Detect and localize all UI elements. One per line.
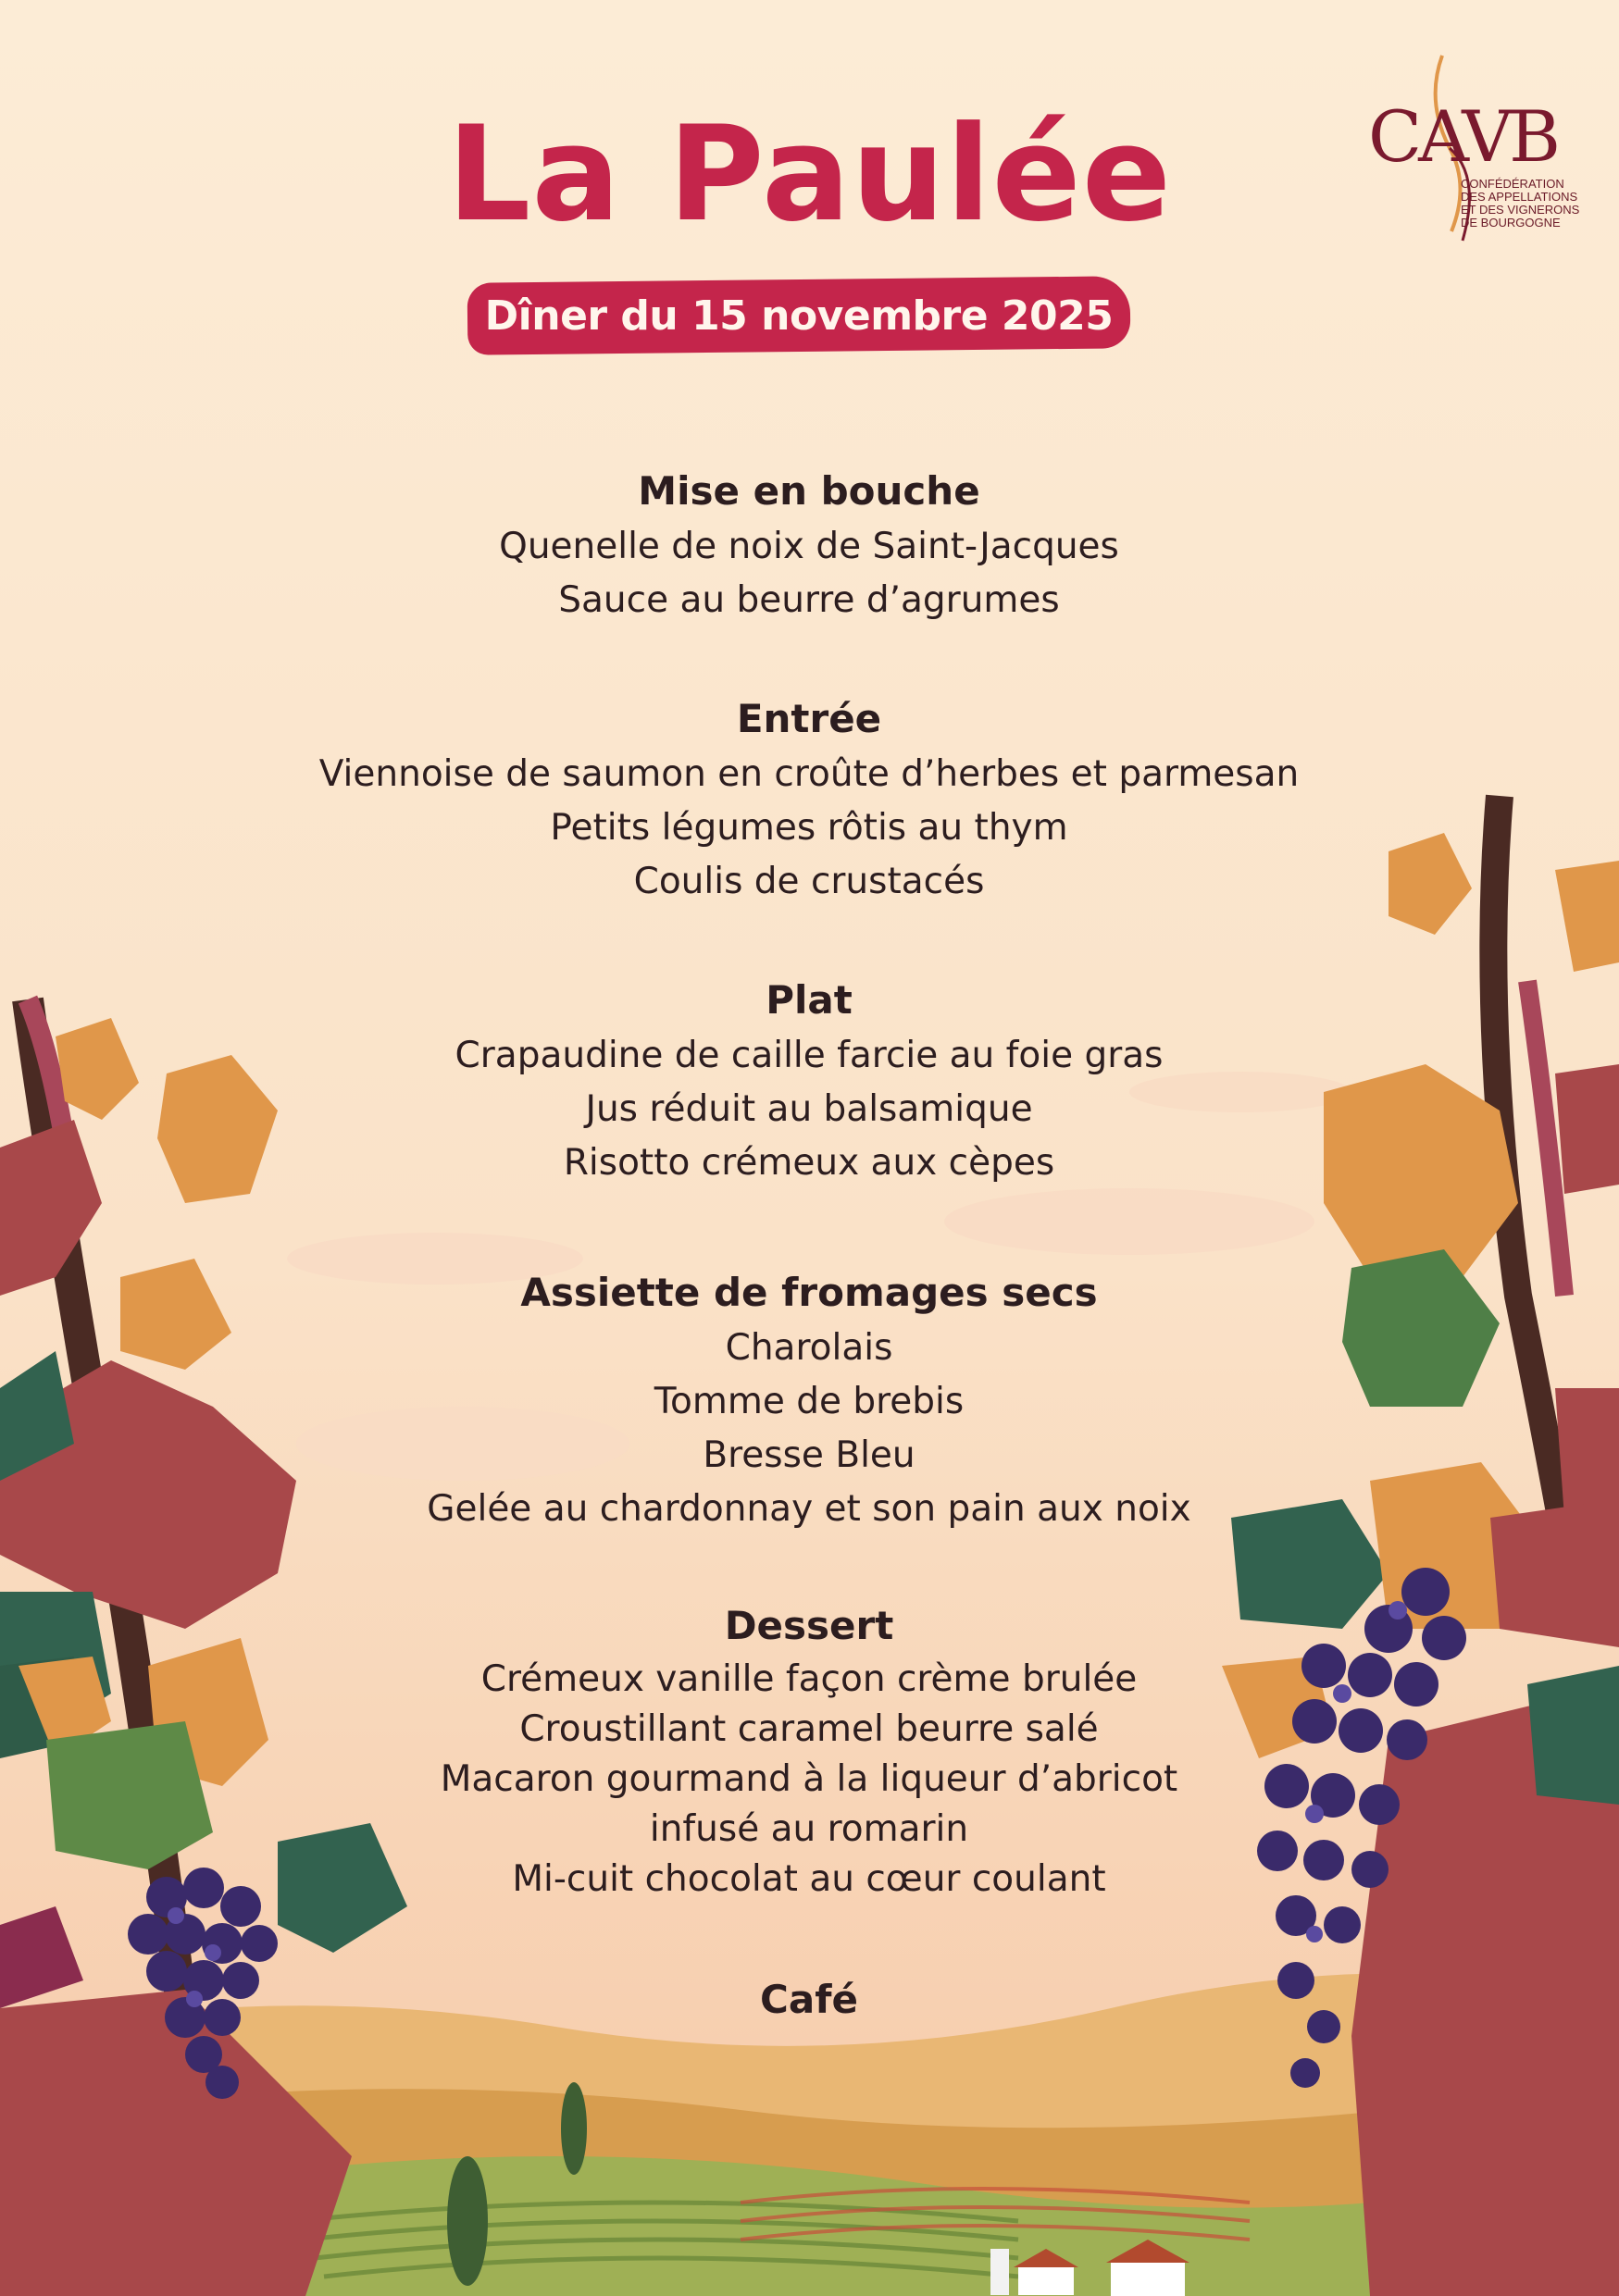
section-entree [254,690,1364,909]
menu-item: Mi-cuit chocolat au cœur coulant [512,1858,1106,1900]
logo-subtitle [1461,178,1590,230]
section-mise-en-bouche [254,463,1364,627]
menu-item: Bresse Bleu [703,1434,915,1476]
section-heading: Assiette de fromages secs [520,1270,1098,1315]
logo-subtitle-line: DE BOURGOGNE [1461,216,1561,230]
section-fromages [254,1264,1364,1536]
section-heading: Mise en bouche [638,468,980,514]
section-heading: Café [760,1977,858,2022]
menu-item: Crapaudine de caille farcie au foie gras [455,1035,1164,1076]
menu-item: Viennoise de saumon en croûte d’herbes et parmesan [318,753,1300,795]
menu-item: Macaron gourmand à la liqueur d’abricot [440,1758,1178,1800]
logo-subtitle-line: DES APPELLATIONS [1461,190,1578,204]
section-dessert [254,1597,1364,1905]
menu-item: infusé au romarin [649,1808,969,1850]
logo-subtitle-line: CONFÉDÉRATION [1461,177,1564,191]
menu-item: Jus réduit au balsamique [585,1088,1033,1130]
menu-title: La Paulée [446,98,1173,251]
menu-item: Quenelle de noix de Saint-Jacques [499,526,1119,567]
event-date: Dîner du 15 novembre 2025 [484,292,1114,340]
logo-wordmark: CAVB [1368,95,1557,178]
menu-item: Gelée au chardonnay et son pain aux noix [427,1488,1191,1530]
section-cafe [254,1971,1364,2029]
section-heading: Dessert [724,1603,894,1648]
menu-item: Petits légumes rôtis au thym [550,807,1068,849]
logo-subtitle-line: ET DES VIGNERONS [1461,203,1580,217]
section-plat [254,972,1364,1190]
menu-item: Sauce au beurre d’agrumes [558,579,1060,621]
menu-item: Charolais [725,1327,893,1369]
section-heading: Entrée [736,696,882,741]
menu-item: Tomme de brebis [654,1381,965,1422]
menu-item: Croustillant caramel beurre salé [519,1708,1099,1750]
menu-item: Risotto crémeux aux cèpes [563,1142,1055,1184]
menu-item: Crémeux vanille façon crème brulée [480,1658,1138,1700]
section-heading: Plat [766,977,853,1023]
menu-item: Coulis de crustacés [633,861,985,902]
